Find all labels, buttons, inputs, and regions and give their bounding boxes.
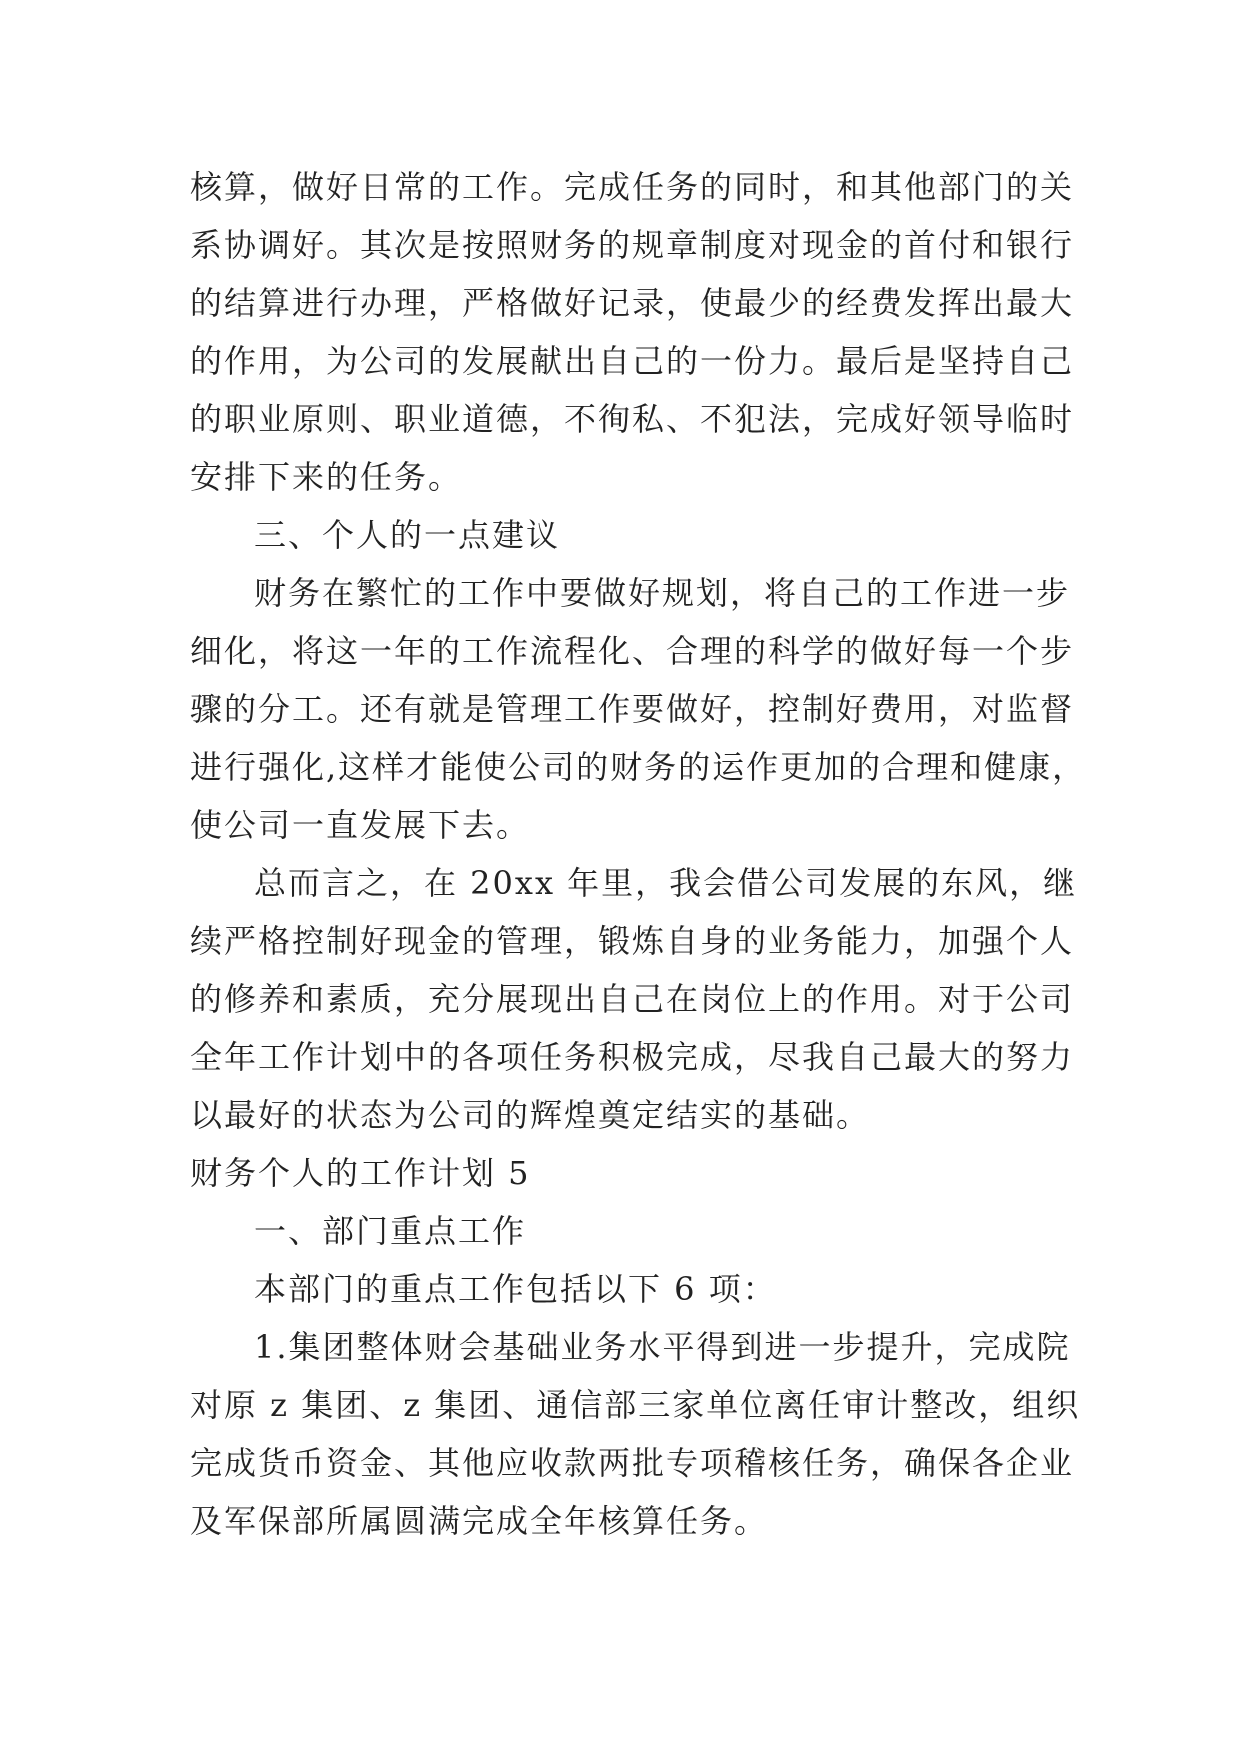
list-item-line: 及军保部所属圆满完成全年核算任务。 — [190, 1502, 769, 1540]
paragraph-line: 财务在繁忙的工作中要做好规划，将自己的工作进一步 — [254, 574, 1071, 612]
document-body — [190, 158, 1087, 1550]
paragraph-line: 核算，做好日常的工作。完成任务的同时，和其他部门的关 — [190, 168, 1075, 206]
list-item-line: 1.集团整体财会基础业务水平得到进一步提升，完成院 — [254, 1328, 1071, 1366]
paragraph-line: 本部门的重点工作包括以下 6 项： — [254, 1270, 777, 1308]
paragraph-line: 的职业原则、职业道德，不徇私、不犯法，完成好领导临时 — [190, 400, 1075, 438]
paragraph-line: 全年工作计划中的各项任务积极完成，尽我自己最大的努力 — [190, 1038, 1075, 1076]
paragraph-line: 进行强化,这样才能使公司的财务的运作更加的合理和健康， — [190, 748, 1087, 786]
paragraph-line: 的结算进行办理，严格做好记录，使最少的经费发挥出最大 — [190, 284, 1075, 322]
paragraph-line: 以最好的状态为公司的辉煌奠定结实的基础。 — [190, 1096, 871, 1134]
document-title: 财务个人的工作计划 5 — [190, 1154, 531, 1192]
list-item-line: 完成货币资金、其他应收款两批专项稽核任务，确保各企业 — [190, 1444, 1075, 1482]
paragraph-line: 系协调好。其次是按照财务的规章制度对现金的首付和银行 — [190, 226, 1075, 264]
paragraph-line: 骤的分工。还有就是管理工作要做好，控制好费用，对监督 — [190, 690, 1075, 728]
paragraph-line: 细化，将这一年的工作流程化、合理的科学的做好每一个步 — [190, 632, 1075, 670]
paragraph-line: 安排下来的任务。 — [190, 458, 463, 496]
paragraph-line: 使公司一直发展下去。 — [190, 806, 531, 844]
paragraph-line: 的修养和素质，充分展现出自己在岗位上的作用。对于公司 — [190, 980, 1075, 1018]
paragraph-line: 的作用，为公司的发展献出自己的一份力。最后是坚持自己 — [190, 342, 1075, 380]
paragraph-line: 总而言之，在 20xx 年里，我会借公司发展的东风，继 — [254, 864, 1078, 902]
section-heading: 一、部门重点工作 — [254, 1212, 527, 1250]
section-heading: 三、个人的一点建议 — [254, 516, 561, 554]
paragraph-line: 续严格控制好现金的管理，锻炼自身的业务能力，加强个人 — [190, 922, 1075, 960]
list-item-line: 对原 z 集团、z 集团、通信部三家单位离任审计整改，组织 — [190, 1386, 1081, 1424]
